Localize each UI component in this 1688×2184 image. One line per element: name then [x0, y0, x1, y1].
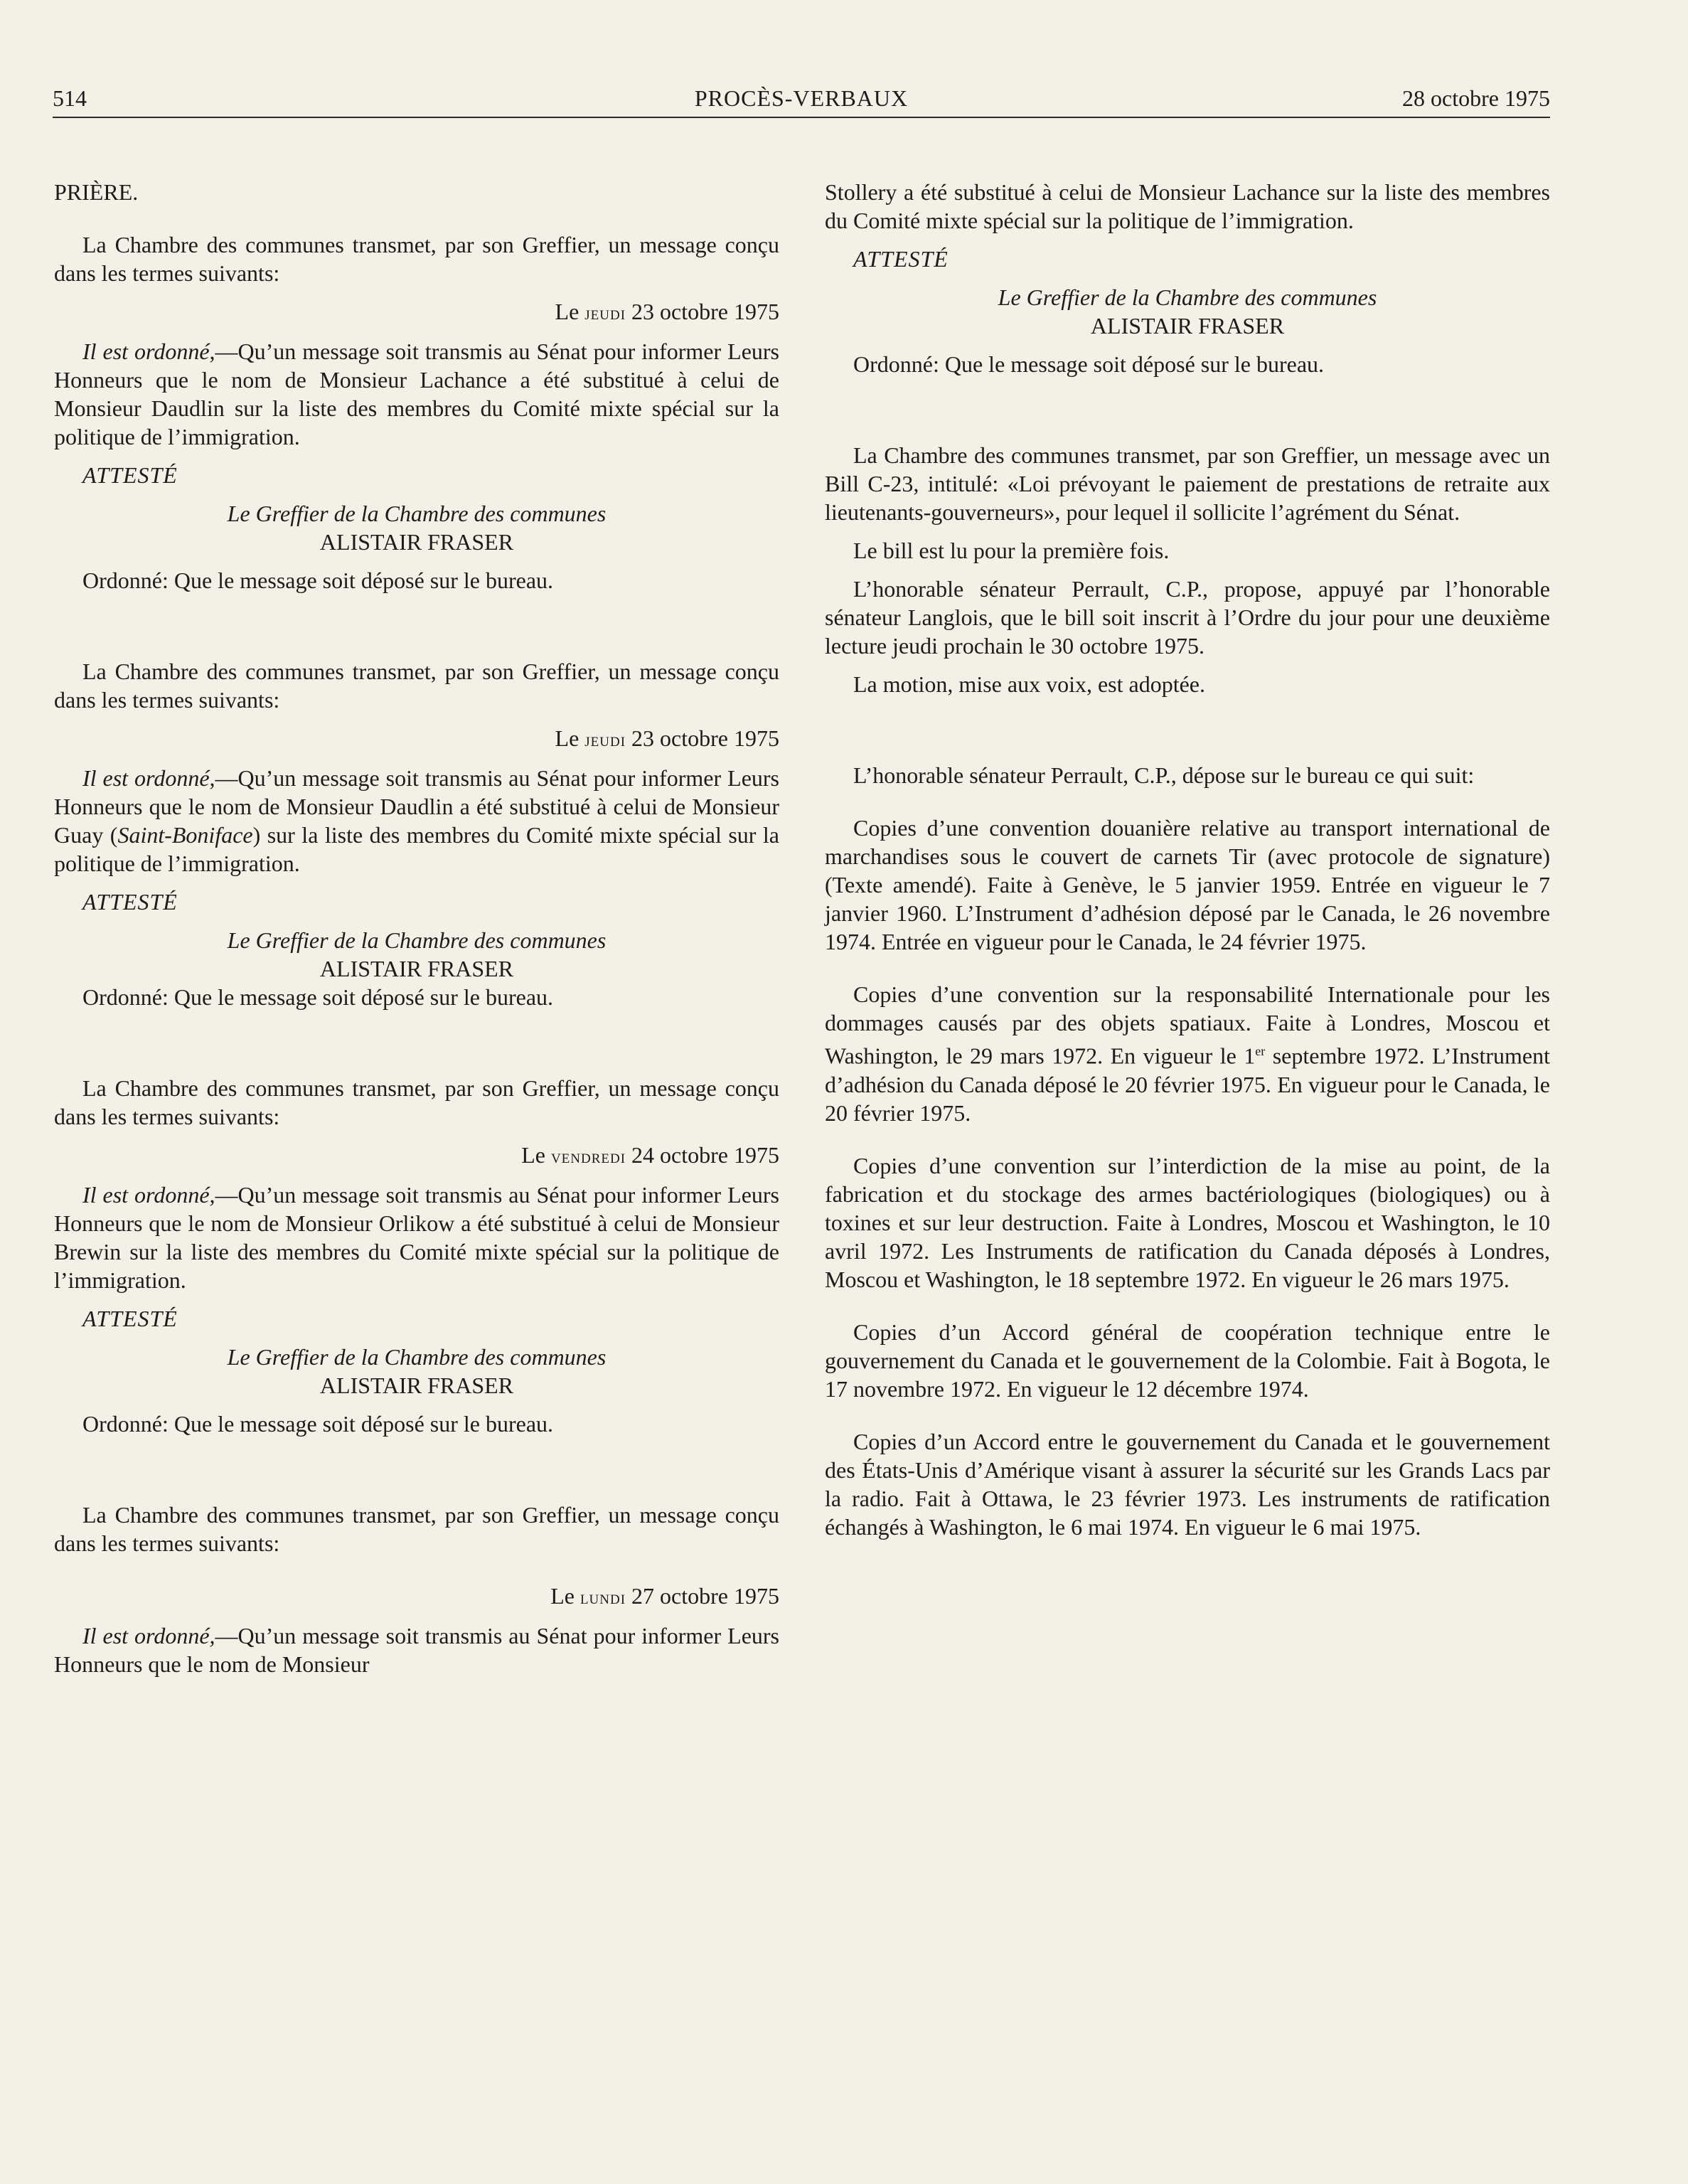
clerk-name: ALISTAIR FRASER: [319, 529, 514, 555]
tabled-document: Copies d’une convention douanière relative au transport international de marchandises sous le couvert de carnets Tir (avec protocole de signature) (Texte amendé). Faite à Genève, le 5 janvier 1959. Entrée en vigueur le 7 janvier 1960. L’Instrument d’adhésion déposé par le Canada, le 26 novembre 1974. Entrée en vigueur pour le Canada, le 24 février 1975.: [825, 815, 1550, 954]
order-text: Ordonné: Que le message soit déposé sur le bureau.: [853, 351, 1325, 377]
bill-first-reading: Le bill est lu pour la première fois.: [853, 538, 1170, 563]
motion-adopted: La motion, mise aux voix, est adoptée.: [853, 671, 1205, 697]
tabled-document: Copies d’une convention sur la responsabilité Internationale pour les dommages causés par des objets spatiaux. Faite à Londres, Moscou et Washington, le 29 mars 1972. En vigueur le 1er septembre 1972. L’Instrument d’adhésion du Canada déposé le 20 février 1975. En vigueur pour le Canada, le 20 février 1975.: [825, 981, 1551, 1126]
message-date: Le vendredi 24 octobre 1975: [521, 1142, 779, 1168]
clerk-title: Le Greffier de la Chambre des communes: [227, 927, 607, 953]
tabled-document: Copies d’une convention sur l’interdiction de la mise au point, de la fabrication et du stockage des armes bactériologiques (biologiques) ou à toxines et sur leur destruction. Faite à Londres, Moscou et Washington, le 10 avril 1972. Les Instruments de ratification du Canada déposés à Londres, Moscou et Washington, le 18 septembre 1972. En vigueur le 26 mars 1975.: [825, 1152, 1550, 1292]
message-body: Il est ordonné,—Qu’un message soit transmis au Sénat pour informer Leurs Honneurs que le nom de Monsieur: [54, 1623, 780, 1677]
message-body: Il est ordonné,—Qu’un message soit transmis au Sénat pour informer Leurs Honneurs que le nom de Monsieur Lachance a été substitué à celui de Monsieur Daudlin sur la liste des membres du Comité mixte spécial sur la politique de l’immigration.: [54, 339, 780, 449]
message-intro: La Chambre des communes transmet, par son Greffier, un message conçu dans les termes suivants:: [54, 659, 779, 713]
message-date: Le lundi 27 octobre 1975: [550, 1583, 779, 1609]
message-body-continued: Stollery a été substitué à celui de Monsieur Lachance sur la liste des membres du Comité mixte spécial sur la politique de l’immigration.: [825, 179, 1550, 233]
clerk-name: ALISTAIR FRASER: [319, 956, 514, 981]
clerk-title: Le Greffier de la Chambre des communes: [998, 284, 1377, 310]
order-text: Ordonné: Que le message soit déposé sur le bureau.: [82, 984, 554, 1010]
clerk-name: ALISTAIR FRASER: [1090, 313, 1285, 339]
message-body: Il est ordonné,—Qu’un message soit transmis au Sénat pour informer Leurs Honneurs que le nom de Monsieur Orlikow a été substitué à celui de Monsieur Brewin sur la liste des membres du Comité mixte spécial sur la politique de l’immigration.: [54, 1182, 780, 1293]
tabled-documents-intro: L’honorable sénateur Perrault, C.P., dépose sur le bureau ce qui suit:: [853, 762, 1475, 788]
clerk-title: Le Greffier de la Chambre des communes: [227, 501, 607, 526]
order-text: Ordonné: Que le message soit déposé sur le bureau.: [82, 1411, 554, 1437]
bill-message: La Chambre des communes transmet, par son Greffier, un message avec un Bill C-23, intitulé: «Loi prévoyant le paiement de prestations de retraite aux lieutenants-gouverneurs», pour lequel il sollicite l’agrément du Sénat.: [825, 442, 1550, 525]
message-date: Le jeudi 23 octobre 1975: [555, 725, 779, 751]
message-intro: La Chambre des communes transmet, par son Greffier, un message conçu dans les termes suivants:: [54, 232, 779, 286]
page-number: 514: [53, 85, 87, 111]
clerk-title: Le Greffier de la Chambre des communes: [227, 1344, 607, 1370]
page-header: [53, 84, 1550, 118]
attested-label: ATTESTÉ: [82, 1306, 178, 1331]
clerk-name: ALISTAIR FRASER: [319, 1373, 514, 1398]
order-text: Ordonné: Que le message soit déposé sur le bureau.: [82, 568, 554, 593]
attested-label: ATTESTÉ: [853, 246, 949, 272]
priere-heading: PRIÈRE.: [54, 179, 139, 205]
tabled-document: Copies d’un Accord général de coopération technique entre le gouvernement du Canada et le gouvernement de la Colombie. Fait à Bogota, le 17 novembre 1972. En vigueur le 12 décembre 1974.: [825, 1319, 1550, 1402]
message-body: Il est ordonné,—Qu’un message soit transmis au Sénat pour informer Leurs Honneurs que le nom de Monsieur Daudlin a été substitué à celui de Monsieur Guay (Saint-Boniface) sur la liste des membres du Comité mixte spécial sur la politique de l’immigration.: [54, 765, 780, 876]
page-title: PROCÈS-VERBAUX: [694, 85, 909, 111]
message-intro: La Chambre des communes transmet, par son Greffier, un message conçu dans les termes suivants:: [54, 1502, 779, 1556]
message-intro: La Chambre des communes transmet, par son Greffier, un message conçu dans les termes suivants:: [54, 1075, 779, 1129]
left-column: [54, 178, 779, 1678]
right-column: [825, 178, 1550, 1541]
attested-label: ATTESTÉ: [82, 462, 178, 488]
message-date: Le jeudi 23 octobre 1975: [555, 299, 779, 324]
attested-label: ATTESTÉ: [82, 889, 178, 915]
header-date: 28 octobre 1975: [1402, 85, 1550, 111]
tabled-document: Copies d’un Accord entre le gouvernement du Canada et le gouvernement des États-Unis d’Amérique visant à assurer la sécurité sur les Grands Lacs par la radio. Fait à Ottawa, le 23 février 1973. Les instruments de ratification échangés à Washington, le 6 mai 1974. En vigueur le 6 mai 1975.: [825, 1428, 1550, 1540]
bill-motion: L’honorable sénateur Perrault, C.P., propose, appuyé par l’honorable sénateur Langlois, que le bill soit inscrit à l’Ordre du jour pour une deuxième lecture jeudi prochain le 30 octobre 1975.: [825, 576, 1550, 659]
